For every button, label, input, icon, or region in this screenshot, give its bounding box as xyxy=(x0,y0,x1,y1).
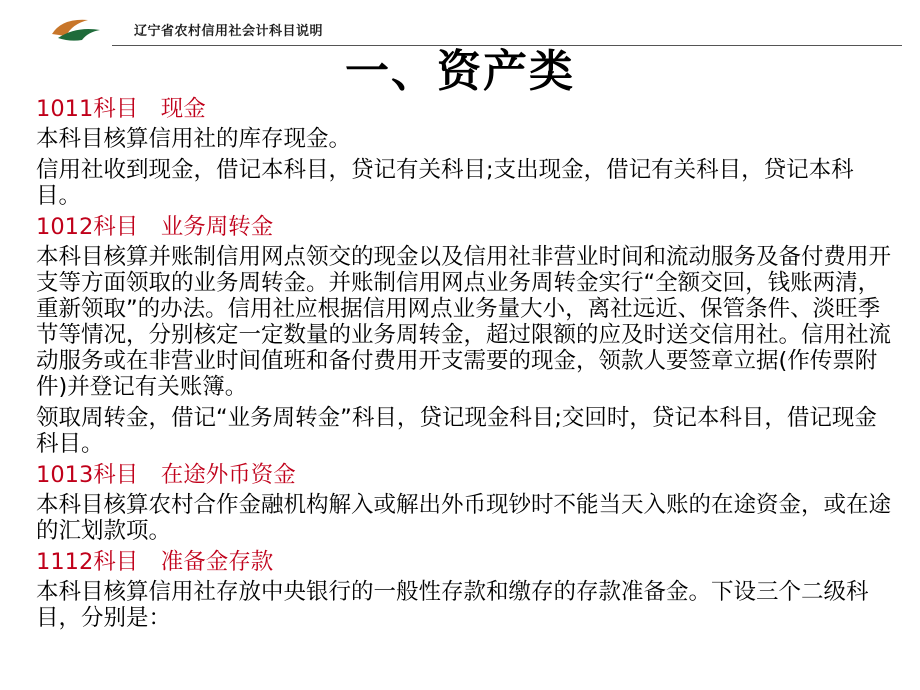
section-paragraph: 领取周转金，借记“业务周转金”科目，贷记现金科目;交回时，贷记本科目，借记现金科目。 xyxy=(36,405,877,457)
section-1013 xyxy=(36,462,892,544)
section-paragraph: 信用社收到现金，借记本科目，贷记有关科目;支出现金，借记有关科目，贷记本科目。 xyxy=(36,157,854,209)
section-heading: 1012科目 业务周转金 xyxy=(36,214,274,240)
section-paragraph: 本科目核算信用社存放中央银行的一般性存款和缴存的存款准备金。下设三个二级科目，分别是： xyxy=(36,579,869,631)
section-heading: 1112科目 准备金存款 xyxy=(36,549,274,575)
header-org-title: 辽宁省农村信用社会计科目说明 xyxy=(134,24,324,39)
section-paragraph: 本科目核算并账制信用网点领交的现金以及信用社非营业时间和流动服务及备付费用开支等方面领取的业务周转金。并账制信用网点业务周转金实行“全额交回，钱账两清，重新领取”的办法。信用社应根据信用网点业务量大小，离社远近、保管条件、淡旺季节等情况，分别核定一定数量的业务周转金，超过限额的应及时送交信用社。信用社流动服务或在非营业时间值班和备付费用开支需要的现金，领款人要签章立据(作传票附件)并登记有关账簿。 xyxy=(36,244,892,400)
logo-icon xyxy=(48,14,104,44)
section-paragraph: 本科目核算农村合作金融机构解入或解出外币现钞时不能当天入账的在途资金，或在途的汇划款项。 xyxy=(36,492,892,544)
section-paragraph: 本科目核算信用社的库存现金。 xyxy=(36,126,352,152)
section-heading: 1013科目 在途外币资金 xyxy=(36,462,296,488)
section-heading: 1011科目 现金 xyxy=(36,96,206,122)
content-body xyxy=(36,96,892,636)
section-1112 xyxy=(36,549,892,631)
section-1011 xyxy=(36,96,892,209)
page-title: 一、资产类 xyxy=(345,46,575,97)
section-1012 xyxy=(36,214,892,457)
